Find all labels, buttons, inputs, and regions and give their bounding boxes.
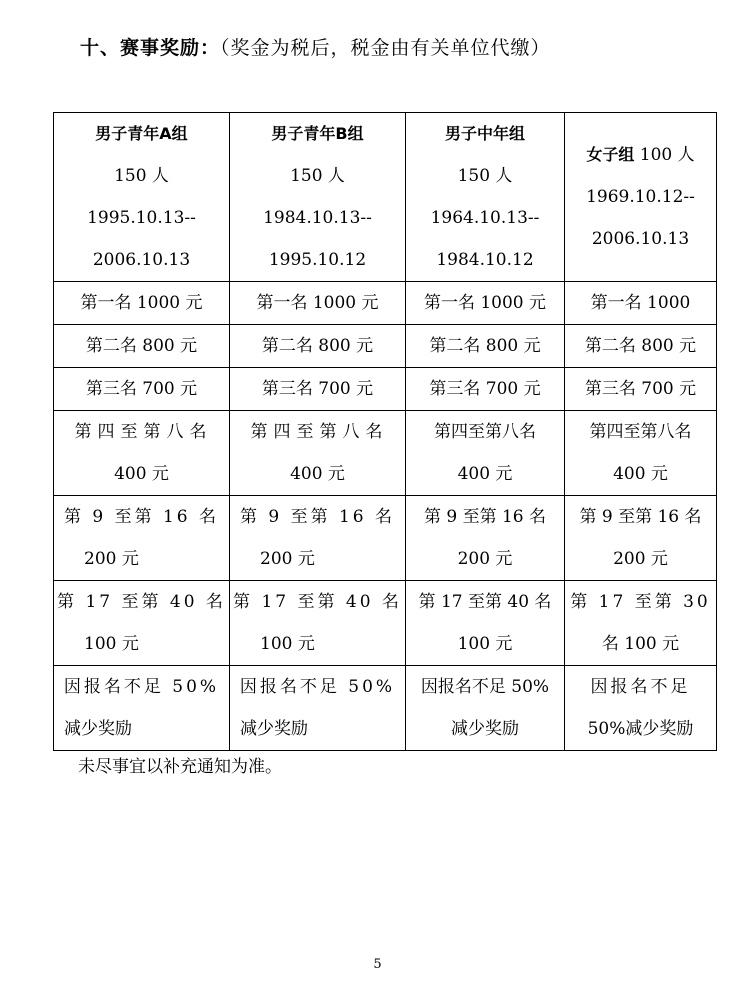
prize-cell [406,411,565,496]
prize-label: 第四至第八名 [250,422,389,442]
header-group-name: 男子中年组 [444,124,525,143]
table-row-seventeenth-to-fortieth [54,581,717,666]
prize-cell [565,496,717,581]
prize-amount: 200 元 [457,549,513,569]
prize-cell: 第三名 700 元 [565,368,717,411]
prize-label: 第 9 至第 16 名 [423,507,547,527]
header-cell-women [565,113,717,282]
table-row-ninth-to-sixteenth [54,496,717,581]
header-range-end: 1995.10.12 [268,250,367,270]
section-heading [80,33,551,60]
header-count: 150 人 [290,166,345,186]
header-range-start: 1995.10.13-- [87,208,196,228]
prize-cell: 第一名 1000 元 [54,282,230,325]
prize-amount: 400 元 [457,464,513,484]
note-line: 减少奖励 [64,719,132,739]
prize-amount: 200 元 [613,549,668,569]
prize-cell [54,666,230,751]
prize-cell [565,581,717,666]
prize-label: 第 17 至第 30 [570,592,711,612]
prize-table [53,112,717,751]
prize-label: 第 9 至第 16 名 [579,507,702,527]
section-title: 十、赛事奖励： [80,37,221,59]
prize-label: 第 17 至第 40 名 [418,592,552,612]
prize-amount: 400 元 [114,464,169,484]
prize-cell [406,496,565,581]
prize-cell [230,411,406,496]
prize-label: 第四至第八名 [434,422,536,442]
table-row-first-place [54,282,717,325]
prize-label: 第 9 至第 16 名 [239,507,396,527]
prize-cell [230,666,406,751]
prize-amount: 400 元 [613,464,668,484]
prize-cell [54,581,230,666]
header-group-name-count: 女子组 100 人 [586,145,695,165]
prize-cell [54,496,230,581]
prize-cell: 第三名 700 元 [230,368,406,411]
prize-cell [406,666,565,751]
footer-note: 未尽事宜以补充通知为准。 [78,757,282,777]
prize-amount: 100 元 [84,634,139,654]
prize-label: 第四至第八名 [74,422,213,442]
note-line: 因报名不足 50% [63,677,220,697]
prize-cell [54,411,230,496]
note-line: 50%减少奖励 [587,719,694,739]
table-row-second-place [54,325,717,368]
note-line: 减少奖励 [451,719,519,739]
note-line: 因报名不足 [590,677,691,697]
prize-cell: 第三名 700 元 [406,368,565,411]
prize-cell: 第一名 1000 元 [230,282,406,325]
prize-cell [230,496,406,581]
prize-amount: 400 元 [290,464,345,484]
prize-amount: 名 100 元 [601,634,680,654]
table-row-insufficient-entries [54,666,717,751]
prize-cell: 第二名 800 元 [406,325,565,368]
prize-label: 第 17 至第 40 名 [57,592,226,612]
note-line: 因报名不足 50% [420,677,550,697]
header-group-name: 男子青年B组 [271,124,364,143]
header-cell-youth-b [230,113,406,282]
header-range-start: 1969.10.12-- [586,187,695,207]
prize-label: 第四至第八名 [589,422,692,442]
note-line: 因报名不足 50% [239,677,396,697]
prize-cell: 第二名 800 元 [54,325,230,368]
header-group-name: 男子青年A组 [95,124,188,143]
header-range-end: 2006.10.13 [92,250,191,270]
header-range-start: 1984.10.13-- [263,208,372,228]
header-range-start: 1964.10.13-- [430,208,540,228]
prize-cell: 第二名 800 元 [565,325,717,368]
header-cell-youth-a [54,113,230,282]
note-line: 减少奖励 [240,719,308,739]
prize-cell: 第二名 800 元 [230,325,406,368]
prize-label: 第 17 至第 40 名 [233,592,402,612]
prize-cell: 第三名 700 元 [54,368,230,411]
prize-cell: 第一名 1000 元 [406,282,565,325]
header-range-end: 2006.10.13 [591,229,690,249]
prize-cell [565,666,717,751]
table-header-row [54,113,717,282]
prize-amount: 200 元 [84,549,139,569]
header-count: 150 人 [114,166,169,186]
prize-cell [230,581,406,666]
table-row-third-place [54,368,717,411]
prize-label: 第 9 至第 16 名 [63,507,220,527]
page-number: 5 [373,957,382,972]
prize-cell [406,581,565,666]
table-row-fourth-to-eighth [54,411,717,496]
header-cell-middle-age [406,113,565,282]
prize-amount: 100 元 [260,634,315,654]
header-count: 150 人 [457,166,513,186]
header-range-end: 1984.10.12 [436,250,534,270]
section-note: （奖金为税后，税金由有关单位代缴） [220,37,551,59]
prize-amount: 200 元 [260,549,315,569]
prize-cell [565,411,717,496]
prize-amount: 100 元 [457,634,513,654]
prize-cell: 第一名 1000 [565,282,717,325]
